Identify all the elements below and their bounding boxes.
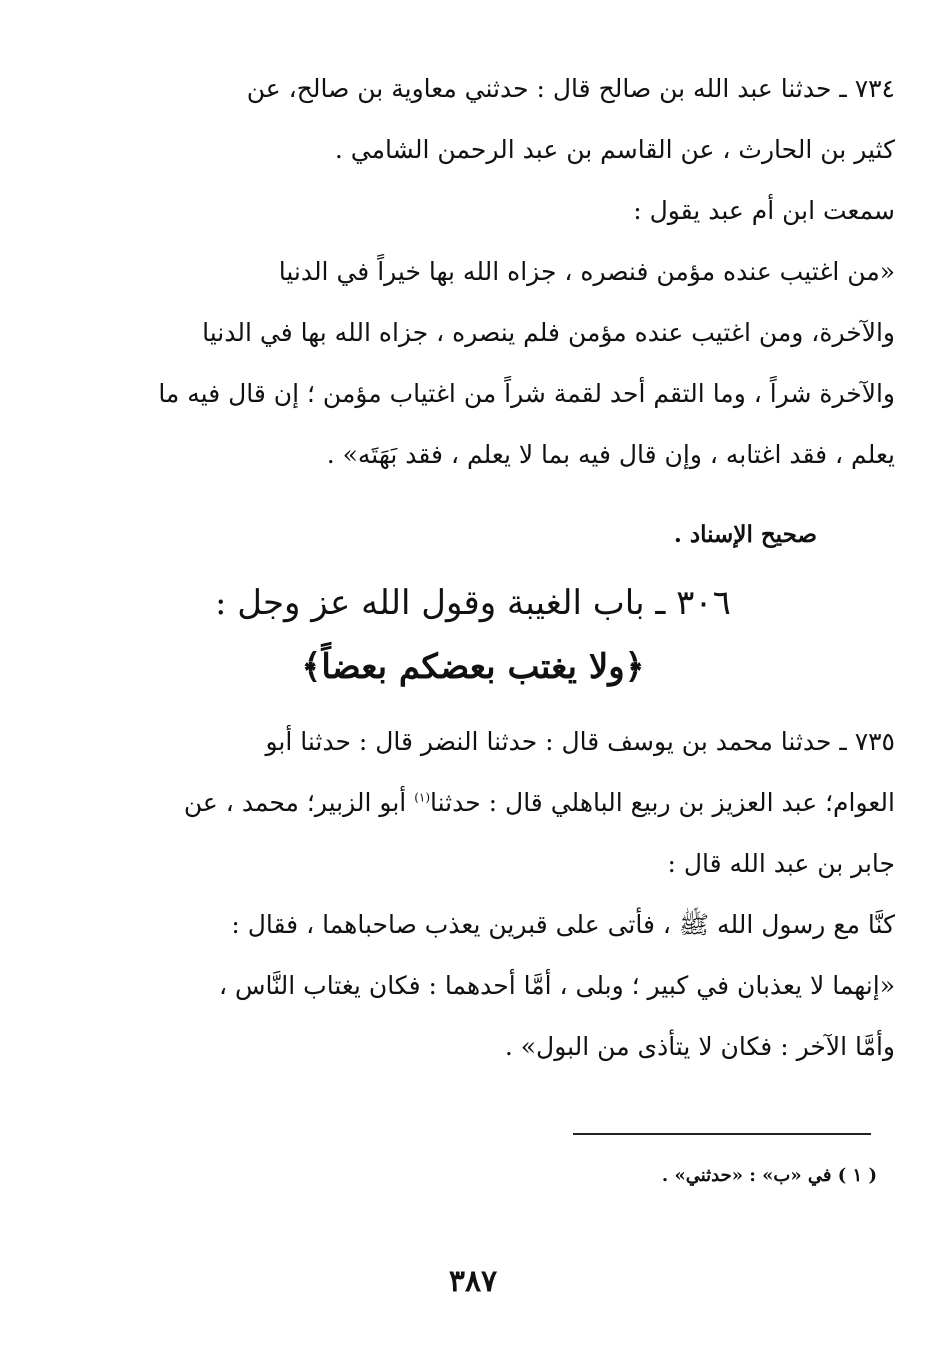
page-number: ٣٨٧ [448,1264,498,1299]
hadith-734 [105,58,895,485]
hadith-735 [105,711,895,1077]
hadith-735-line-5: «إنهما لا يعذبان في كبير ؛ وبلى ، أمَّا أحدهما : فكان يغتاب النَّاس ، [218,971,895,1000]
hadith-734-line-5: والآخرة، ومن اغتيب عنده مؤمن فلم ينصره ، جزاه الله بها في الدنيا [202,318,895,347]
hadith-734-line-6: والآخرة شراً ، وما التقم أحد لقمة شراً من اغتياب مؤمن ؛ إن قال فيه ما [158,379,895,408]
footnote-marker: (١) [414,790,431,805]
chapter-verse: ﴿ولا يغتب بعضكم بعضاً﴾ [301,647,645,687]
hadith-734-line-4: «من اغتيب عنده مؤمن فنصره ، جزاه الله بها خيراً في الدنيا [278,257,895,286]
hadith-735-line-2-start: العوام؛ عبد العزيز بن ربيع الباهلي قال : حدثنا [430,788,895,817]
hadith-734-line-3: سمعت ابن أم عبد يقول : [633,196,895,225]
chapter-heading: ٣٠٦ ـ باب الغيبة وقول الله عز وجل : [215,583,731,623]
hadith-735-line-3: جابر بن عبد الله قال : [667,849,895,878]
footnote-divider [573,1133,871,1135]
hadith-734-line-2: كثير بن الحارث ، عن القاسم بن عبد الرحمن الشامي . [334,135,895,164]
hadith-735-line-2-end: أبو الزبير؛ محمد ، عن [183,788,415,817]
hadith-735-line-4: كنَّا مع رسول الله ﷺ ، فأتى على قبرين يعذب صاحباهما ، فقال : [231,910,895,939]
isnad-grading: صحيح الإسناد . [673,521,817,548]
hadith-734-line-7: يعلم ، فقد اغتابه ، وإن قال فيه بما لا يعلم ، فقد بَهَتَه» . [326,440,895,469]
hadith-735-line-1: ٧٣٥ ـ حدثنا محمد بن يوسف قال : حدثنا النضر قال : حدثنا أبو [265,727,895,756]
hadith-735-line-2 [105,772,895,833]
footnote: ( ١ ) في «ب» : «حدثني» . [661,1165,877,1186]
hadith-735-line-6: وأمَّا الآخر : فكان لا يتأذى من البول» . [504,1032,895,1061]
hadith-734-line-1: ٧٣٤ ـ حدثنا عبد الله بن صالح قال : حدثني معاوية بن صالح، عن [246,74,895,103]
